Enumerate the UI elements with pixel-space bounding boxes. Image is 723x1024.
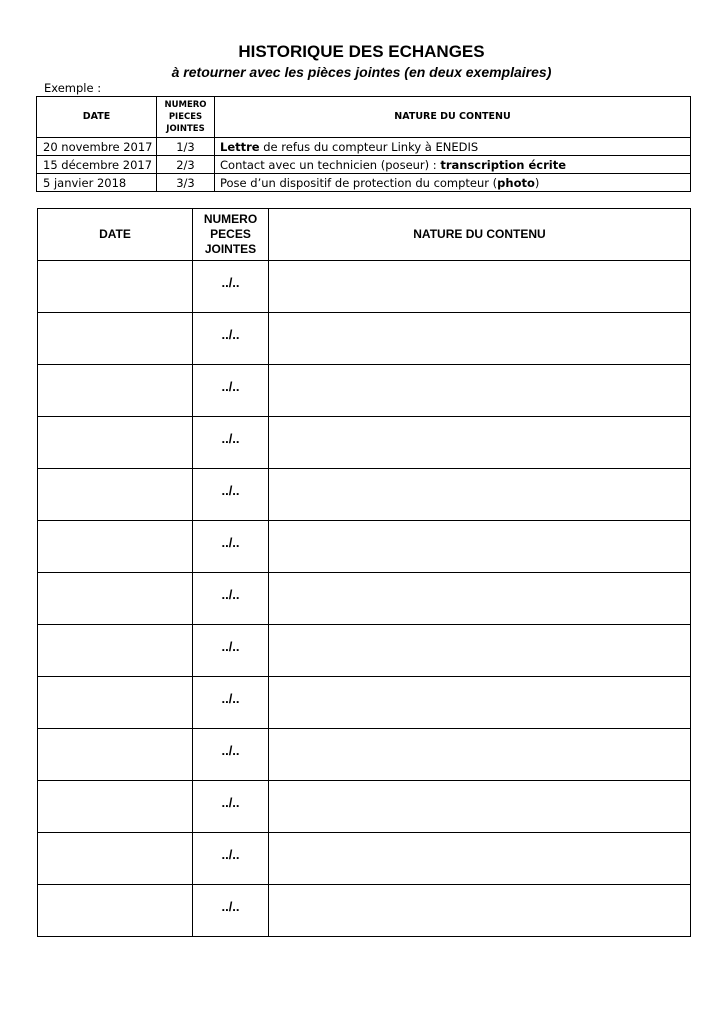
example-date: 15 décembre 2017	[37, 156, 157, 174]
history-row	[38, 365, 691, 417]
example-nature-bold-suffix: transcription écrite	[440, 157, 567, 172]
history-date-cell[interactable]	[38, 625, 193, 677]
history-header-num-line1: NUMERO	[203, 212, 258, 226]
history-num-cell[interactable]: ../..	[193, 261, 269, 313]
history-table	[37, 208, 691, 937]
example-nature-text: Pose d’un dispositif de protection du compteur (	[220, 175, 498, 190]
history-nature-cell[interactable]	[269, 521, 691, 573]
history-header-num	[193, 209, 269, 261]
history-date-cell[interactable]	[38, 261, 193, 313]
history-num-cell[interactable]: ../..	[193, 833, 269, 885]
history-nature-cell[interactable]	[269, 833, 691, 885]
history-date-cell[interactable]	[38, 885, 193, 937]
history-date-cell[interactable]	[38, 833, 193, 885]
example-date: 20 novembre 2017	[37, 138, 157, 156]
example-nature	[215, 174, 691, 192]
history-date-cell[interactable]	[38, 729, 193, 781]
example-nature-tail: )	[534, 175, 540, 190]
history-row	[38, 417, 691, 469]
history-row	[38, 781, 691, 833]
history-row	[38, 521, 691, 573]
page-title: HISTORIQUE DES ECHANGES	[238, 42, 485, 61]
history-body	[38, 261, 691, 937]
history-num-cell[interactable]: ../..	[193, 313, 269, 365]
example-header-num	[157, 97, 215, 138]
history-num-cell[interactable]: ../..	[193, 885, 269, 937]
example-row	[37, 156, 691, 174]
history-row	[38, 469, 691, 521]
history-num-cell[interactable]: ../..	[193, 521, 269, 573]
example-num: 1/3	[157, 138, 215, 156]
history-date-cell[interactable]	[38, 781, 193, 833]
example-header-num-line1: NUMERO	[164, 100, 207, 110]
history-nature-cell[interactable]	[269, 469, 691, 521]
history-num-cell[interactable]: ../..	[193, 469, 269, 521]
history-nature-cell[interactable]	[269, 313, 691, 365]
history-row	[38, 677, 691, 729]
page-subtitle: à retourner avec les pièces jointes (en deux exemplaires)	[171, 64, 552, 80]
history-header-num-line3: JOINTES	[204, 242, 257, 256]
history-nature-cell[interactable]	[269, 677, 691, 729]
example-label: Exemple :	[44, 81, 102, 95]
history-num-cell[interactable]: ../..	[193, 677, 269, 729]
history-nature-cell[interactable]	[269, 417, 691, 469]
example-nature-bold-suffix: photo	[497, 175, 535, 190]
example-row	[37, 138, 691, 156]
example-header-row	[37, 97, 691, 138]
example-num: 2/3	[157, 156, 215, 174]
history-num-cell[interactable]: ../..	[193, 573, 269, 625]
history-date-cell[interactable]	[38, 365, 193, 417]
example-num: 3/3	[157, 174, 215, 192]
history-num-cell[interactable]: ../..	[193, 625, 269, 677]
history-row	[38, 313, 691, 365]
history-nature-cell[interactable]	[269, 781, 691, 833]
history-row	[38, 885, 691, 937]
history-header-num-line2: PECES	[210, 227, 251, 241]
example-header-nature: NATURE DU CONTENU	[215, 97, 691, 138]
history-date-cell[interactable]	[38, 417, 193, 469]
example-nature-bold-prefix: Lettre	[220, 139, 260, 154]
history-row	[38, 625, 691, 677]
history-num-cell[interactable]: ../..	[193, 781, 269, 833]
history-num-cell[interactable]: ../..	[193, 417, 269, 469]
example-header-date: DATE	[37, 97, 157, 138]
example-header-num-line3: JOINTES	[166, 124, 205, 134]
history-header-row	[38, 209, 691, 261]
example-nature-text: Contact avec un technicien (poseur) :	[220, 157, 441, 172]
example-table	[36, 96, 691, 192]
history-date-cell[interactable]	[38, 521, 193, 573]
history-row	[38, 261, 691, 313]
history-nature-cell[interactable]	[269, 573, 691, 625]
history-row	[38, 729, 691, 781]
example-header-num-line2: PIECES	[168, 112, 203, 122]
history-date-cell[interactable]	[38, 573, 193, 625]
history-nature-cell[interactable]	[269, 625, 691, 677]
history-date-cell[interactable]	[38, 677, 193, 729]
example-date: 5 janvier 2018	[37, 174, 157, 192]
history-row	[38, 833, 691, 885]
example-nature	[215, 156, 691, 174]
history-header-nature: NATURE DU CONTENU	[269, 209, 691, 261]
history-nature-cell[interactable]	[269, 261, 691, 313]
history-nature-cell[interactable]	[269, 885, 691, 937]
history-num-cell[interactable]: ../..	[193, 365, 269, 417]
history-num-cell[interactable]: ../..	[193, 729, 269, 781]
history-nature-cell[interactable]	[269, 729, 691, 781]
example-row	[37, 174, 691, 192]
history-header-date: DATE	[38, 209, 193, 261]
history-date-cell[interactable]	[38, 469, 193, 521]
history-nature-cell[interactable]	[269, 365, 691, 417]
example-nature-text: de refus du compteur Linky à ENEDIS	[259, 139, 479, 154]
history-row	[38, 573, 691, 625]
history-date-cell[interactable]	[38, 313, 193, 365]
example-nature	[215, 138, 691, 156]
